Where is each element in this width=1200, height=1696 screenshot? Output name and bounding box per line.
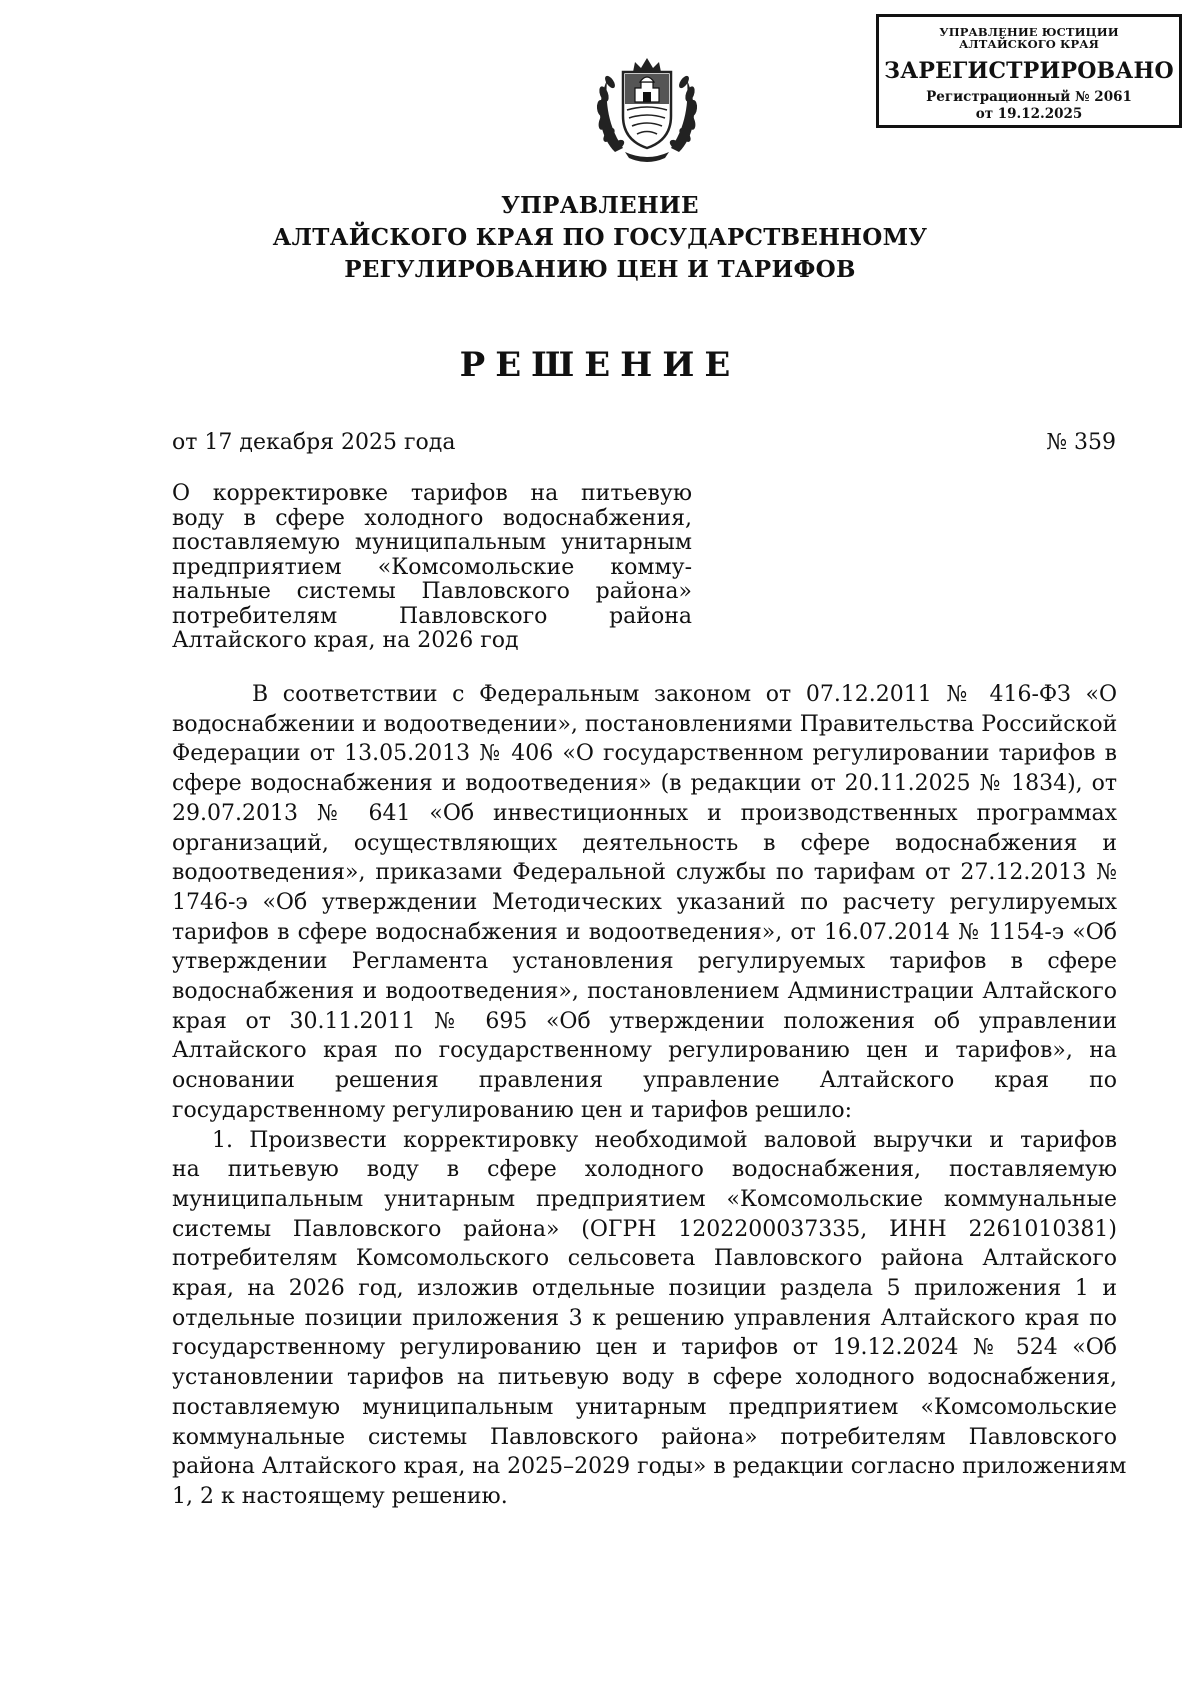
preamble-line: водоотведения», приказами Федеральной службы по тарифам от 27.12.2013 № [172,860,1117,886]
item1-line: отдельные позиции приложения 3 к решению управления Алтайского края по [172,1305,1117,1331]
preamble-line: края от 30.11.2011 № 695 «Об утверждении положения об управлении [172,1008,1117,1034]
authority-line: РЕГУЛИРОВАНИЮ ЦЕН И ТАРИФОВ [344,256,856,283]
item1-line: района Алтайского края, на 2025–2029 годы» в редакции согласно приложениям [172,1454,1127,1480]
subject-line: О корректировке тарифов на питьевую [172,481,692,506]
stamp-reg-number: Регистрационный № 2061 [926,89,1132,105]
registration-stamp [876,14,1182,128]
document-subject [172,482,692,654]
preamble-line: Алтайского края по государственному регулированию цен и тарифов», на [172,1038,1117,1064]
preamble-line: Федерации от 13.05.2013 № 406 «О государственном регулировании тарифов в [172,741,1117,767]
item1-line: системы Павловского района» (ОГРН 1202200037335, ИНН 2261010381) [172,1216,1117,1242]
document-body [172,680,1127,1512]
stamp-org-line1: УПРАВЛЕНИЕ ЮСТИЦИИ [939,25,1119,39]
stamp-reg-date: от 19.12.2025 [975,105,1083,122]
authority-line: УПРАВЛЕНИЕ [501,192,699,219]
subject-line: потребителям Павловского района [172,603,692,629]
item1-line: на питьевую воду в сфере холодного водоснабжения, поставляемую [172,1157,1117,1183]
subject-line: поставляемую муниципальным унитарным [172,530,692,555]
subject-line: воду в сфере холодного водоснабжения, [172,505,692,531]
preamble-line: государственному регулированию цен и тарифов решило: [172,1097,853,1123]
stamp-org-line2: АЛТАЙСКОГО КРАЯ [958,36,1100,51]
preamble-line: водоснабжении и водоотведении», постановлениями Правительства Российской [172,711,1118,737]
document-date: от 17 декабря 2025 года [172,430,456,455]
authority-name [250,190,950,286]
preamble-line: водоснабжения и водоотведения», постановлением Администрации Алтайского [172,979,1117,1005]
preamble-line: 29.07.2013 № 641 «Об инвестиционных и производственных программах [172,800,1117,826]
item1-line: коммунальные системы Павловского района» потребителям Павловского [172,1424,1117,1450]
preamble-line: сфере водоснабжения и водоотведения» (в редакции от 20.11.2025 № 1834), от [172,771,1117,797]
document-type-heading: РЕШЕНИЕ [459,345,741,385]
subject-line: нальные системы Павловского района» [172,579,692,604]
preamble-line: утверждении Регламента установления регулируемых тарифов в сфере [172,949,1117,975]
coat-of-arms-icon [585,44,709,168]
item1-line: поставляемую муниципальным унитарным предприятием «Комсомольские [172,1394,1117,1420]
item1-line: установлении тарифов на питьевую воду в сфере холодного водоснабжения, [172,1365,1117,1391]
subject-line: Алтайского края, на 2026 год [172,628,519,653]
preamble-line: 1746-э «Об утверждении Методических указаний по расчету регулируемых [172,889,1117,915]
item1-line: края, на 2026 год, изложив отдельные позиции раздела 5 приложения 1 и [172,1276,1117,1302]
preamble-line: основании решения правления управление Алтайского края по [172,1068,1117,1094]
subject-line: предприятием «Комсомольские комму- [172,554,692,580]
document-number: № 359 [1046,430,1116,455]
preamble-line: В соответствии с Федеральным законом от 07.12.2011 № 416-ФЗ «О [252,682,1117,707]
item1-line: потребителям Комсомольского сельсовета Павловского района Алтайского [172,1246,1117,1272]
authority-line: АЛТАЙСКОГО КРАЯ ПО ГОСУДАРСТВЕННОМУ [272,224,928,251]
item1-line: государственному регулированию цен и тарифов от 19.12.2024 № 524 «Об [172,1335,1117,1361]
item1-line: муниципальным унитарным предприятием «Комсомольские коммунальные [172,1186,1117,1212]
item1-line: 1. Произвести корректировку необходимой валовой выручки и тарифов [212,1127,1117,1153]
preamble-line: организаций, осуществляющих деятельность в сфере водоснабжения и [172,830,1117,856]
preamble-line: тарифов в сфере водоснабжения и водоотведения», от 16.07.2014 № 1154-э «Об [172,919,1117,945]
stamp-status: ЗАРЕГИСТРИРОВАНО [884,58,1174,84]
item1-line: 1, 2 к настоящему решению. [172,1483,508,1509]
